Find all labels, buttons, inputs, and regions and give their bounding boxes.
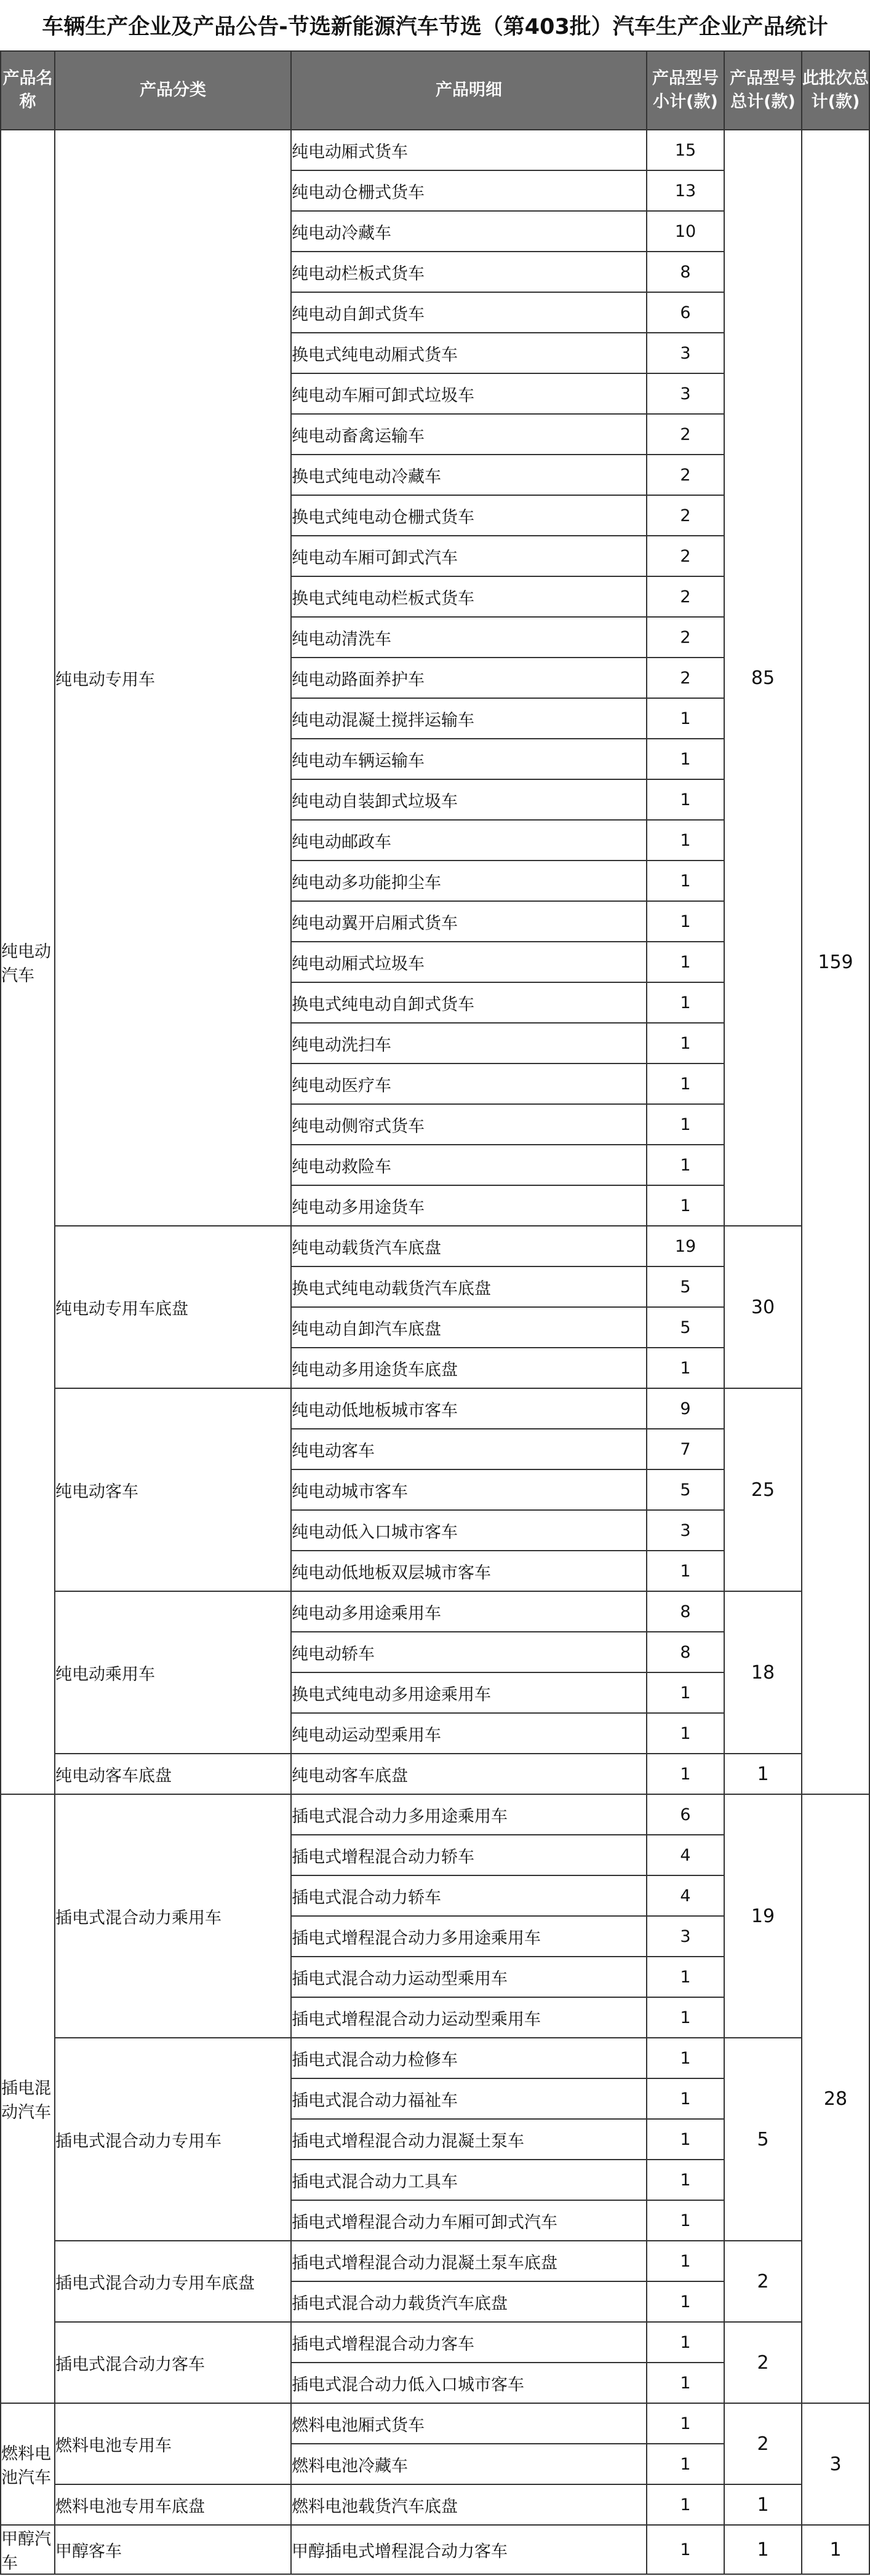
detail-cell: 插电式混合动力低入口城市客车 xyxy=(291,2363,647,2403)
subtotal-cell: 6 xyxy=(647,1794,724,1835)
category-cell: 插电式混合动力专用车底盘 xyxy=(55,2241,291,2322)
category-cell: 纯电动专用车底盘 xyxy=(55,1226,291,1388)
table-row xyxy=(1,1388,869,1429)
category-total-cell: 1 xyxy=(724,2525,802,2574)
subtotal-cell: 1 xyxy=(647,2038,724,2078)
detail-cell: 纯电动低地板城市客车 xyxy=(291,1388,647,1429)
subtotal-cell: 1 xyxy=(647,2241,724,2281)
table-row xyxy=(1,1591,869,1632)
subtotal-cell: 2 xyxy=(647,536,724,576)
category-cell: 纯电动客车 xyxy=(55,1388,291,1591)
batch-total-cell: 3 xyxy=(802,2403,869,2525)
detail-cell: 纯电动车辆运输车 xyxy=(291,739,647,779)
subtotal-cell: 13 xyxy=(647,170,724,211)
subtotal-cell: 1 xyxy=(647,982,724,1023)
subtotal-cell: 1 xyxy=(647,1551,724,1591)
detail-cell: 纯电动路面养护车 xyxy=(291,658,647,698)
category-total-cell: 30 xyxy=(724,1226,802,1388)
table-row xyxy=(1,1226,869,1266)
detail-cell: 纯电动侧帘式货车 xyxy=(291,1104,647,1145)
detail-cell: 插电式增程混合动力混凝土泵车 xyxy=(291,2119,647,2160)
detail-cell: 纯电动邮政车 xyxy=(291,820,647,861)
subtotal-cell: 1 xyxy=(647,2160,724,2200)
detail-cell: 换电式纯电动栏板式货车 xyxy=(291,576,647,617)
subtotal-cell: 3 xyxy=(647,373,724,414)
category-total-cell: 5 xyxy=(724,2038,802,2241)
detail-cell: 纯电动冷藏车 xyxy=(291,211,647,252)
category-cell: 插电式混合动力乘用车 xyxy=(55,1794,291,2038)
detail-cell: 纯电动混凝土搅拌运输车 xyxy=(291,698,647,739)
header-category: 产品分类 xyxy=(55,51,291,130)
detail-cell: 插电式增程混合动力多用途乘用车 xyxy=(291,1916,647,1957)
subtotal-cell: 1 xyxy=(647,1145,724,1185)
subtotal-cell: 4 xyxy=(647,1875,724,1916)
subtotal-cell: 19 xyxy=(647,1226,724,1266)
subtotal-cell: 1 xyxy=(647,1997,724,2038)
category-cell: 甲醇客车 xyxy=(55,2525,291,2574)
table-row xyxy=(1,2038,869,2078)
category-cell: 纯电动乘用车 xyxy=(55,1591,291,1754)
table-row xyxy=(1,2484,869,2525)
detail-cell: 纯电动低地板双层城市客车 xyxy=(291,1551,647,1591)
detail-cell: 换电式纯电动仓栅式货车 xyxy=(291,495,647,536)
subtotal-cell: 2 xyxy=(647,658,724,698)
subtotal-cell: 1 xyxy=(647,1023,724,1063)
subtotal-cell: 3 xyxy=(647,1916,724,1957)
subtotal-cell: 1 xyxy=(647,2484,724,2525)
detail-cell: 纯电动客车 xyxy=(291,1429,647,1469)
subtotal-cell: 2 xyxy=(647,576,724,617)
subtotal-cell: 1 xyxy=(647,861,724,901)
detail-cell: 纯电动客车底盘 xyxy=(291,1754,647,1794)
detail-cell: 纯电动自装卸式垃圾车 xyxy=(291,779,647,820)
detail-cell: 纯电动畜禽运输车 xyxy=(291,414,647,455)
detail-cell: 换电式纯电动冷藏车 xyxy=(291,455,647,495)
product-name-cell: 燃料电池汽车 xyxy=(1,2403,55,2525)
subtotal-cell: 2 xyxy=(647,414,724,455)
subtotal-cell: 1 xyxy=(647,2525,724,2574)
detail-cell: 燃料电池载货汽车底盘 xyxy=(291,2484,647,2525)
subtotal-cell: 8 xyxy=(647,1591,724,1632)
subtotal-cell: 1 xyxy=(647,942,724,982)
detail-cell: 纯电动医疗车 xyxy=(291,1063,647,1104)
category-total-cell: 2 xyxy=(724,2403,802,2484)
category-total-cell: 1 xyxy=(724,1754,802,1794)
header-batch-total: 此批次总计(款) xyxy=(802,51,869,130)
detail-cell: 纯电动多用途乘用车 xyxy=(291,1591,647,1632)
subtotal-cell: 4 xyxy=(647,1835,724,1875)
subtotal-cell: 1 xyxy=(647,2444,724,2484)
subtotal-cell: 1 xyxy=(647,2281,724,2322)
detail-cell: 纯电动清洗车 xyxy=(291,617,647,658)
detail-cell: 纯电动车厢可卸式垃圾车 xyxy=(291,373,647,414)
subtotal-cell: 1 xyxy=(647,2200,724,2241)
detail-cell: 插电式混合动力载货汽车底盘 xyxy=(291,2281,647,2322)
detail-cell: 甲醇插电式增程混合动力客车 xyxy=(291,2525,647,2574)
detail-cell: 纯电动城市客车 xyxy=(291,1469,647,1510)
table-row xyxy=(1,130,869,170)
detail-cell: 纯电动运动型乘用车 xyxy=(291,1713,647,1754)
detail-cell: 纯电动厢式垃圾车 xyxy=(291,942,647,982)
detail-cell: 换电式纯电动多用途乘用车 xyxy=(291,1672,647,1713)
subtotal-cell: 1 xyxy=(647,1063,724,1104)
batch-total-cell: 1 xyxy=(802,2525,869,2574)
table-row xyxy=(1,2525,869,2574)
subtotal-cell: 1 xyxy=(647,2322,724,2363)
detail-cell: 纯电动厢式货车 xyxy=(291,130,647,170)
subtotal-cell: 3 xyxy=(647,1510,724,1551)
header-total: 产品型号总计(款) xyxy=(724,51,802,130)
detail-cell: 纯电动低入口城市客车 xyxy=(291,1510,647,1551)
detail-cell: 换电式纯电动载货汽车底盘 xyxy=(291,1266,647,1307)
table-row xyxy=(1,2241,869,2281)
detail-cell: 插电式混合动力运动型乘用车 xyxy=(291,1957,647,1997)
header-detail: 产品明细 xyxy=(291,51,647,130)
detail-cell: 燃料电池冷藏车 xyxy=(291,2444,647,2484)
subtotal-cell: 1 xyxy=(647,1957,724,1997)
detail-cell: 换电式纯电动厢式货车 xyxy=(291,333,647,373)
detail-cell: 燃料电池厢式货车 xyxy=(291,2403,647,2444)
category-cell: 插电式混合动力专用车 xyxy=(55,2038,291,2241)
detail-cell: 纯电动多用途货车底盘 xyxy=(291,1348,647,1388)
subtotal-cell: 2 xyxy=(647,455,724,495)
category-cell: 插电式混合动力客车 xyxy=(55,2322,291,2403)
subtotal-cell: 5 xyxy=(647,1469,724,1510)
subtotal-cell: 1 xyxy=(647,901,724,942)
detail-cell: 纯电动多功能抑尘车 xyxy=(291,861,647,901)
category-total-cell: 2 xyxy=(724,2241,802,2322)
product-name-cell: 插电混动汽车 xyxy=(1,1794,55,2403)
subtotal-cell: 2 xyxy=(647,495,724,536)
detail-cell: 插电式增程混合动力轿车 xyxy=(291,1835,647,1875)
subtotal-cell: 1 xyxy=(647,1104,724,1145)
detail-cell: 纯电动自卸汽车底盘 xyxy=(291,1307,647,1348)
detail-cell: 插电式混合动力轿车 xyxy=(291,1875,647,1916)
detail-cell: 插电式增程混合动力车厢可卸式汽车 xyxy=(291,2200,647,2241)
subtotal-cell: 5 xyxy=(647,1307,724,1348)
category-cell: 燃料电池专用车底盘 xyxy=(55,2484,291,2525)
category-cell: 纯电动专用车 xyxy=(55,130,291,1226)
table-row xyxy=(1,2322,869,2363)
category-total-cell: 18 xyxy=(724,1591,802,1754)
detail-cell: 纯电动仓栅式货车 xyxy=(291,170,647,211)
detail-cell: 纯电动自卸式货车 xyxy=(291,292,647,333)
product-name-cell: 纯电动汽车 xyxy=(1,130,55,1794)
subtotal-cell: 1 xyxy=(647,2363,724,2403)
detail-cell: 插电式增程混合动力混凝土泵车底盘 xyxy=(291,2241,647,2281)
table-row xyxy=(1,1794,869,1835)
subtotal-cell: 1 xyxy=(647,698,724,739)
detail-cell: 纯电动栏板式货车 xyxy=(291,252,647,292)
category-total-cell: 25 xyxy=(724,1388,802,1591)
category-cell: 纯电动客车底盘 xyxy=(55,1754,291,1794)
subtotal-cell: 1 xyxy=(647,820,724,861)
detail-cell: 纯电动洗扫车 xyxy=(291,1023,647,1063)
subtotal-cell: 1 xyxy=(647,739,724,779)
product-name-cell: 甲醇汽车 xyxy=(1,2525,55,2574)
table-header-row xyxy=(1,51,869,130)
page-title: 车辆生产企业及产品公告-节选新能源汽车节选（第403批）汽车生产企业产品统计 xyxy=(42,15,828,39)
detail-cell: 纯电动轿车 xyxy=(291,1632,647,1672)
subtotal-cell: 15 xyxy=(647,130,724,170)
category-total-cell: 19 xyxy=(724,1794,802,2038)
subtotal-cell: 5 xyxy=(647,1266,724,1307)
subtotal-cell: 8 xyxy=(647,252,724,292)
detail-cell: 插电式增程混合动力运动型乘用车 xyxy=(291,1997,647,2038)
subtotal-cell: 1 xyxy=(647,2078,724,2119)
detail-cell: 插电式混合动力检修车 xyxy=(291,2038,647,2078)
batch-total-cell: 159 xyxy=(802,130,869,1794)
subtotal-cell: 1 xyxy=(647,779,724,820)
subtotal-cell: 1 xyxy=(647,1348,724,1388)
category-cell: 燃料电池专用车 xyxy=(55,2403,291,2484)
subtotal-cell: 3 xyxy=(647,333,724,373)
batch-total-cell: 28 xyxy=(802,1794,869,2403)
detail-cell: 插电式混合动力工具车 xyxy=(291,2160,647,2200)
subtotal-cell: 7 xyxy=(647,1429,724,1469)
category-total-cell: 1 xyxy=(724,2484,802,2525)
detail-cell: 插电式混合动力多用途乘用车 xyxy=(291,1794,647,1835)
subtotal-cell: 1 xyxy=(647,1672,724,1713)
subtotal-cell: 1 xyxy=(647,1185,724,1226)
category-total-cell: 2 xyxy=(724,2322,802,2403)
detail-cell: 纯电动翼开启厢式货车 xyxy=(291,901,647,942)
header-subtotal: 产品型号小计(款) xyxy=(647,51,724,130)
subtotal-cell: 10 xyxy=(647,211,724,252)
detail-cell: 插电式混合动力福祉车 xyxy=(291,2078,647,2119)
subtotal-cell: 1 xyxy=(647,1713,724,1754)
detail-cell: 纯电动车厢可卸式汽车 xyxy=(291,536,647,576)
header-product-name: 产品名称 xyxy=(1,51,55,130)
subtotal-cell: 1 xyxy=(647,2119,724,2160)
subtotal-cell: 1 xyxy=(647,2403,724,2444)
subtotal-cell: 2 xyxy=(647,617,724,658)
table-row xyxy=(1,2403,869,2444)
product-stats-table xyxy=(0,50,870,2575)
subtotal-cell: 9 xyxy=(647,1388,724,1429)
table-row xyxy=(1,1754,869,1794)
detail-cell: 纯电动救险车 xyxy=(291,1145,647,1185)
subtotal-cell: 6 xyxy=(647,292,724,333)
category-total-cell: 85 xyxy=(724,130,802,1226)
subtotal-cell: 1 xyxy=(647,1754,724,1794)
subtotal-cell: 8 xyxy=(647,1632,724,1672)
detail-cell: 插电式增程混合动力客车 xyxy=(291,2322,647,2363)
detail-cell: 纯电动载货汽车底盘 xyxy=(291,1226,647,1266)
table-body xyxy=(1,130,869,2574)
detail-cell: 换电式纯电动自卸式货车 xyxy=(291,982,647,1023)
detail-cell: 纯电动多用途货车 xyxy=(291,1185,647,1226)
